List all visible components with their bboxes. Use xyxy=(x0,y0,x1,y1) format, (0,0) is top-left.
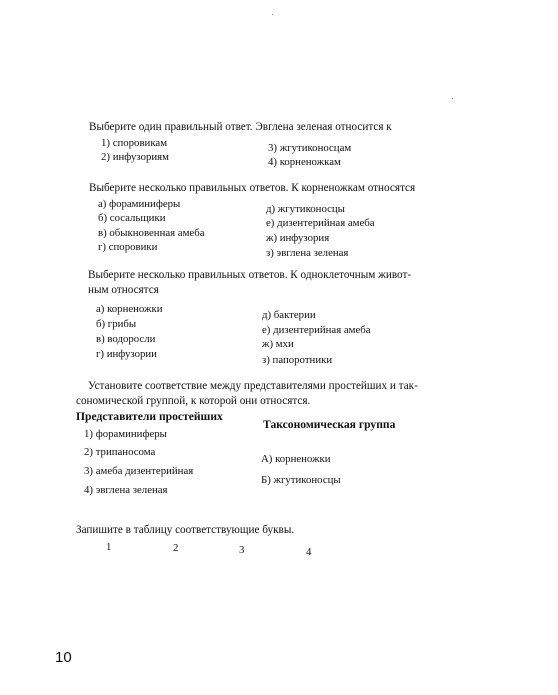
q2-option: а) фораминиферы xyxy=(98,198,181,210)
q2-option: е) дизентерийная амеба xyxy=(266,217,375,229)
q3-prompt-line2: ным относятся xyxy=(88,284,159,296)
q3-option: д) бактерии xyxy=(262,309,316,321)
q4-right-heading: Таксономическая группа xyxy=(263,418,396,431)
q2-option: г) споровики xyxy=(98,241,158,253)
q4-prompt-line2: сономической группой, к которой они относятся. xyxy=(76,395,311,407)
q4-right-item: Б) жгутиконосцы xyxy=(261,474,341,486)
q4-instruction: Запишите в таблицу соответствующие буквы. xyxy=(76,524,295,536)
q3-option: в) водоросли xyxy=(96,333,156,345)
q4-left-item: 4) эвглена зеленая xyxy=(84,484,168,496)
q3-option: з) папоротники xyxy=(262,354,333,366)
q1-prompt: Выберите один правильный ответ. Эвглена зеленая относится к xyxy=(89,121,392,133)
answer-table-number: 2 xyxy=(173,542,179,554)
q2-prompt: Выберите несколько правильных ответов. К корненожкам относятся xyxy=(89,182,416,194)
q3-option: е) дизентерийная амеба xyxy=(262,324,371,336)
answer-table-number: 4 xyxy=(306,546,312,558)
q4-right-item: А) корненожки xyxy=(261,453,331,465)
q1-option: 2) инфузориям xyxy=(101,151,169,163)
q1-option: 4) корненожкам xyxy=(268,156,341,168)
q4-left-heading: Представители простейших xyxy=(76,410,223,423)
speck xyxy=(272,14,273,15)
q3-option: б) грибы xyxy=(96,318,137,330)
q2-option: в) обыкновенная амеба xyxy=(98,227,205,239)
page-number: 10 xyxy=(55,649,72,666)
q2-option: ж) инфузория xyxy=(266,232,330,244)
q2-option: б) сосальщики xyxy=(98,212,166,224)
answer-table-number: 1 xyxy=(106,541,112,553)
q2-option: з) эвглена зеленая xyxy=(266,247,349,259)
q1-option: 1) споровикам xyxy=(101,137,168,149)
q3-prompt-line1: Выберите несколько правильных ответов. К одноклеточным живот- xyxy=(88,269,412,281)
q4-left-item: 2) трипаносома xyxy=(84,446,156,458)
speck xyxy=(452,98,453,99)
q3-option: а) корненожки xyxy=(96,303,163,315)
q4-left-item: 3) амеба дизентерийная xyxy=(84,465,194,477)
q3-option: г) инфузории xyxy=(96,348,157,360)
answer-table-number: 3 xyxy=(239,544,245,556)
q1-option: 3) жгутиконосцам xyxy=(268,142,352,154)
q4-prompt-line1: Установите соответствие между представителями простейших и так- xyxy=(88,380,418,392)
q2-option: д) жгутиконосцы xyxy=(266,203,345,215)
q3-option: ж) мхи xyxy=(262,338,294,350)
q4-left-item: 1) фораминиферы xyxy=(84,428,167,440)
